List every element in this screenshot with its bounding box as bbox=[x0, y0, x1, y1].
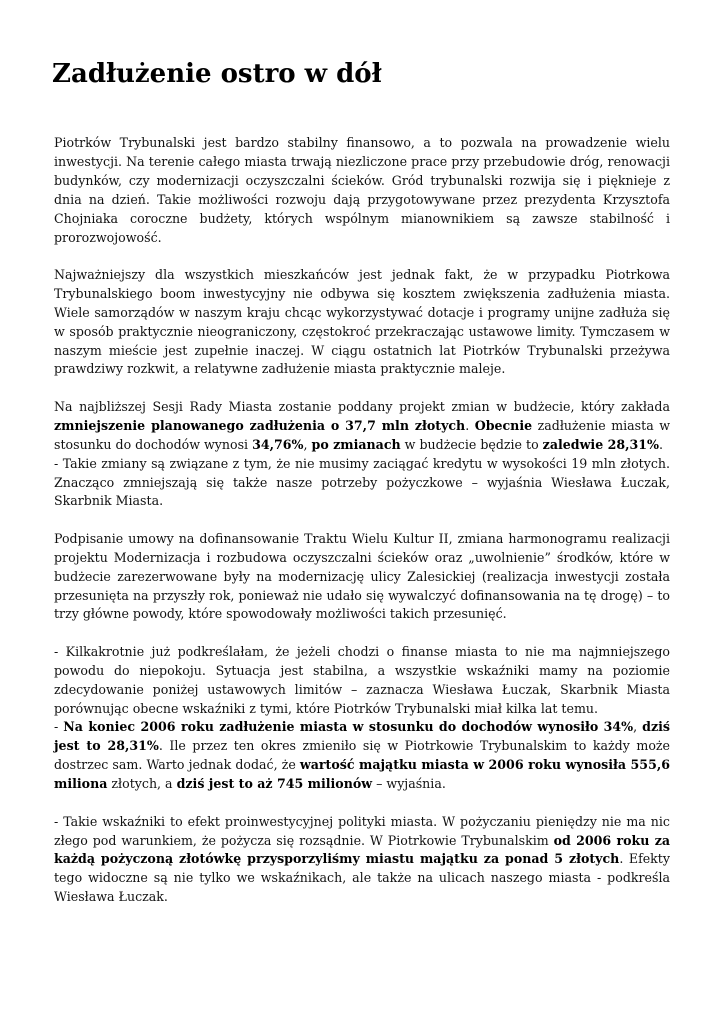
bold-text: zmniejszenie planowanego zadłużenia o 37,7 mln złotych bbox=[54, 417, 466, 433]
article-body bbox=[54, 134, 670, 907]
text-run: w budżecie będzie to bbox=[400, 436, 543, 452]
text-run: . bbox=[465, 417, 475, 433]
paragraph-2: Najważniejszy dla wszystkich mieszkańców jest jednak fakt, że w przypadku Piotrkowa Trybunalskiego boom inwestycyjny nie odbywa się kosztem zwiększenia zadłużenia miasta. Wiele samorządów w naszym kraju chcąc wykorzystywać dotacje i programy unijne zadłuża się w sposób praktycznie nieograniczony, częstokroć przekraczając ustawowe limity. Tymczasem w naszym mieście jest zupełnie inaczej. W ciągu ostatnich lat Piotrków Trybunalski przeżywa prawdziwy rozkwit, a relatywne zadłużenie miasta praktycznie maleje. bbox=[54, 266, 670, 377]
paragraph-4: Podpisanie umowy na dofinansowanie Traktu Wielu Kultur II, zmiana harmonogramu realizacji projektu Modernizacja i rozbudowa oczyszczalni ścieków oraz „uwolnienie” środków, które w budżecie zarezerwowane były na modernizację ulicy Zalesickiej (realizacja inwestycji została przesunięta na przyszły rok, ponieważ nie udało się wywalczyć dofinansowania na tę drogę) – to trzy główne powody, które spowodowały możliwości takich przesunięć. bbox=[54, 530, 670, 622]
quote-line: - Takie zmiany są związane z tym, że nie musimy zaciągać kredytu w wysokości 19 mln złotych. Znacząco zmniejszają się także nasze potrzeby pożyczkowe – wyjaśnia Wiesława Łuczak, Skarbnik Miasta. bbox=[54, 455, 670, 509]
paragraph-5 bbox=[54, 643, 670, 794]
text-run: - Takie wskaźniki to efekt proinwestycyjnej polityki miasta. W pożyczaniu pieniędzy nie ma nic złego pod warunkiem, że pożycza się rozsądnie. W Piotrkowie Trybunalskim bbox=[54, 813, 670, 848]
bold-text: Obecnie bbox=[474, 417, 533, 433]
bold-text: zaledwie 28,31% bbox=[542, 436, 660, 452]
paragraph-1: Piotrków Trybunalski jest bardzo stabilny finansowo, a to pozwala na prowadzenie wielu inwestycji. Na terenie całego miasta trwają niezliczone prace przy przebudowie dróg, renowacji budynków, czy modernizacji oczyszczalni ścieków. Gród trybunalski rozwija się i pięknieje z dnia na dzień. Takie możliwości rozwoju dają przygotowywane przez prezydenta Krzysztofa Chojniaka coroczne budżety, których wspólnym mianownikiem są zawsze stabilność i prorozwojowość. bbox=[54, 135, 670, 245]
bold-text: Na koniec 2006 roku zadłużenie miasta w stosunku do dochodów wynosiło 34% bbox=[63, 719, 634, 735]
article-title: Zadłużenie ostro w dół bbox=[52, 59, 382, 89]
text-run: . bbox=[659, 436, 664, 452]
bold-text: po zmianach bbox=[311, 436, 401, 452]
text-run: , bbox=[303, 436, 312, 452]
bold-text: wartość majątku miasta w 2006 roku wynosiła 555,6 miliona bbox=[54, 757, 670, 792]
bold-text: od 2006 roku za każdą pożyczoną złotówkę przysporzyliśmy miastu majątku za ponad 5 złotych bbox=[54, 832, 670, 867]
bold-text: 34,76% bbox=[252, 436, 304, 452]
paragraph-6 bbox=[54, 813, 670, 908]
text-run: . Efekty tego widoczne są nie tylko we wskaźnikach, ale także na ulicach naszego miasta - podkreśla Wiesława Łuczak. bbox=[54, 851, 670, 905]
text-run: złotych, a bbox=[107, 776, 177, 792]
paragraph-3 bbox=[54, 398, 670, 511]
text-run: , bbox=[633, 719, 643, 735]
text-run: zadłużenie miasta w stosunku do dochodów wynosi bbox=[54, 417, 670, 452]
bold-text: dziś jest to 28,31% bbox=[54, 719, 670, 754]
bold-text: dziś jest to aż 745 milionów bbox=[176, 776, 373, 792]
text-run: Na najbliższej Sesji Rady Miasta zostanie poddany projekt zmian w budżecie, który zakłada bbox=[54, 398, 670, 414]
text-run: - bbox=[54, 719, 64, 735]
text-run: . Ile przez ten okres zmieniło się w Piotrkowie Trybunalskim to każdy może dostrzec sam. Warto jednak dodać, że bbox=[54, 738, 670, 773]
text-run: – wyjaśnia. bbox=[372, 776, 446, 792]
quote-line: - Kilkakrotnie już podkreślałam, że jeżeli chodzi o finanse miasta to nie ma najmniejszego powodu do niepokoju. Sytuacja jest stabilna, a wszystkie wskaźniki mamy na poziomie zdecydowanie poniżej ustawowych limitów – zaznacza Wiesława Łuczak, Skarbnik Miasta porównując obecne wskaźniki z tymi, które Piotrków Trybunalski miał kilka lat temu. bbox=[54, 643, 670, 716]
